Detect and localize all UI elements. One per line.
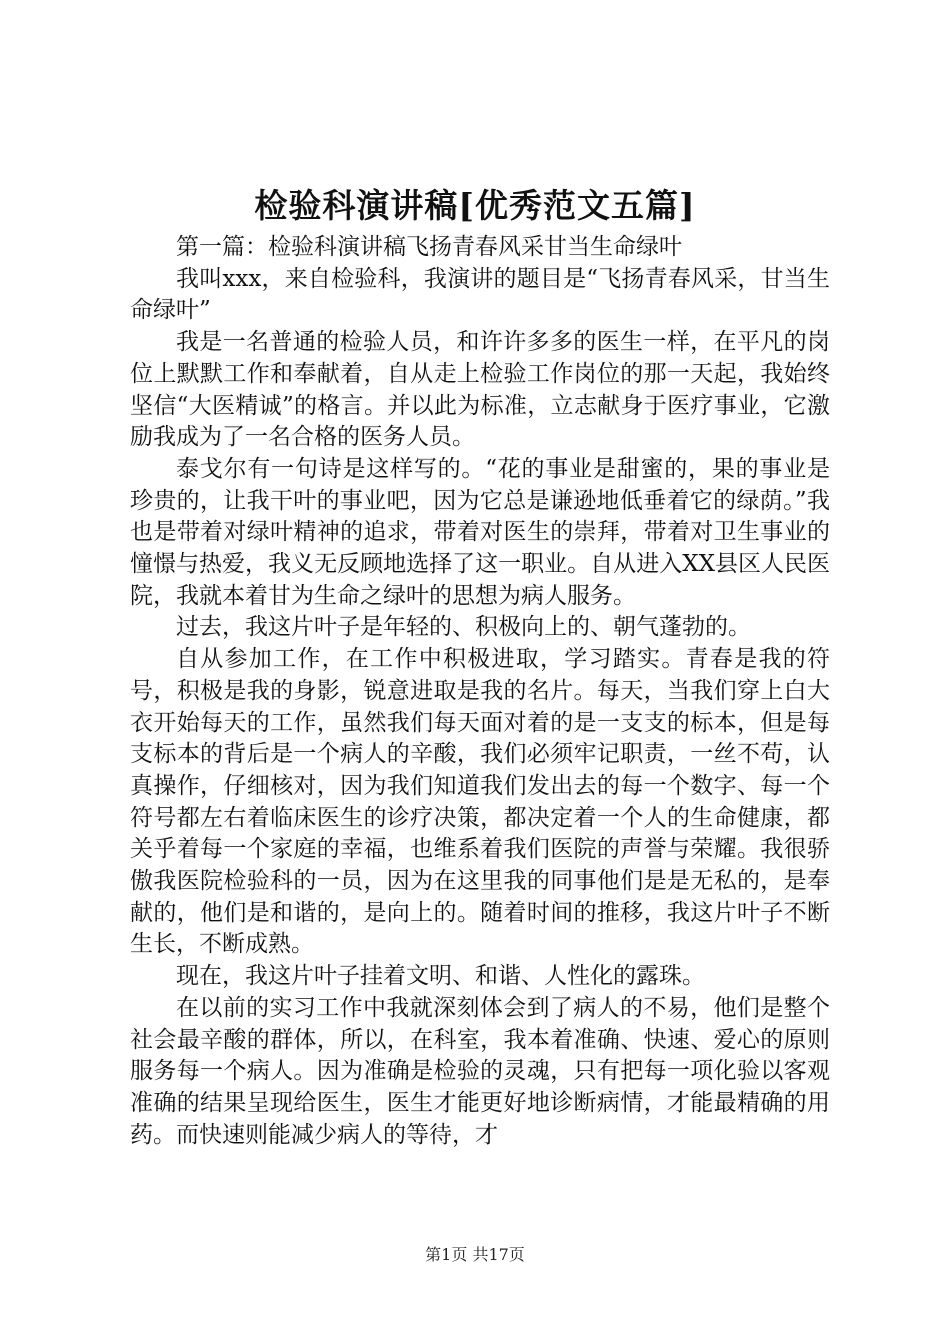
body-paragraph: 我是一名普通的检验人员，和许许多多的医生一样，在平凡的岗位上默默工作和奉献着，自从走上检验工作岗位的那一天起，我始终坚信“大医精诚”的格言。并以此为标准，立志献身于医疗事业，它激励我成为了一名合格的医务人员。 <box>130 329 830 451</box>
body-paragraph: 过去，我这片叶子是年轻的、积极向上的、朝气蓬勃的。 <box>176 614 751 641</box>
body-paragraph: 我叫xxx，来自检验科，我演讲的题目是“飞扬青春风采，甘当生命绿叶” <box>130 265 830 324</box>
body-paragraph: 自从参加工作，在工作中积极进取，学习踏实。青春是我的符号，积极是我的身影，锐意进取是我的名片。每天，当我们穿上白大衣开始每天的工作，虽然我们每天面对着的是一支支的标本，但是每支标本的背后是一个病人的辛酸，我们必须牢记职责，一丝不苟，认真操作，仔细核对，因为我们知道我们发出去的每一个数字、每一个符号都左右着临床医生的诊疗决策，都决定着一个人的生命健康，都关乎着每一个家庭的幸福，也维系着我们医院的声誉与荣耀。我很骄傲我医院检验科的一员，因为在这里我的同事他们是是无私的，是奉献的，他们是和谐的，是向上的。随着时间的推移，我这片叶子不断生长，不断成熟。 <box>130 646 830 958</box>
body-paragraph: 泰戈尔有一句诗是这样写的。“花的事业是甜蜜的，果的事业是珍贵的，让我干叶的事业吧，因为它总是谦逊地低垂着它的绿荫。”我也是带着对绿叶精神的追求，带着对医生的崇拜，带着对卫生事业的憧憬与热爱，我义无反顾地选择了这一职业。自从进入XX县区人民医院，我就本着甘为生命之绿叶的思想为病人服务。 <box>130 455 830 609</box>
section-heading: 第一篇：检验科演讲稿飞扬青春风采甘当生命绿叶 <box>176 234 682 260</box>
document-title: 检验科演讲稿[优秀范文五篇] <box>254 186 696 225</box>
page-footer: 第1页 共17页 <box>425 1245 525 1264</box>
document-body <box>130 232 830 1151</box>
body-paragraph: 在以前的实习工作中我就深刻体会到了病人的不易，他们是整个社会最辛酸的群体，所以，在科室，我本着准确、快速、爱心的原则服务每一个病人。因为准确是检验的灵魂，只有把每一项化验以客观准确的结果呈现给医生，医生才能更好地诊断病情，才能最精确的用药。而快速则能减少病人的等待，才 <box>130 994 830 1148</box>
body-paragraph: 现在，我这片叶子挂着文明、和谐、人性化的露珠。 <box>176 963 705 990</box>
